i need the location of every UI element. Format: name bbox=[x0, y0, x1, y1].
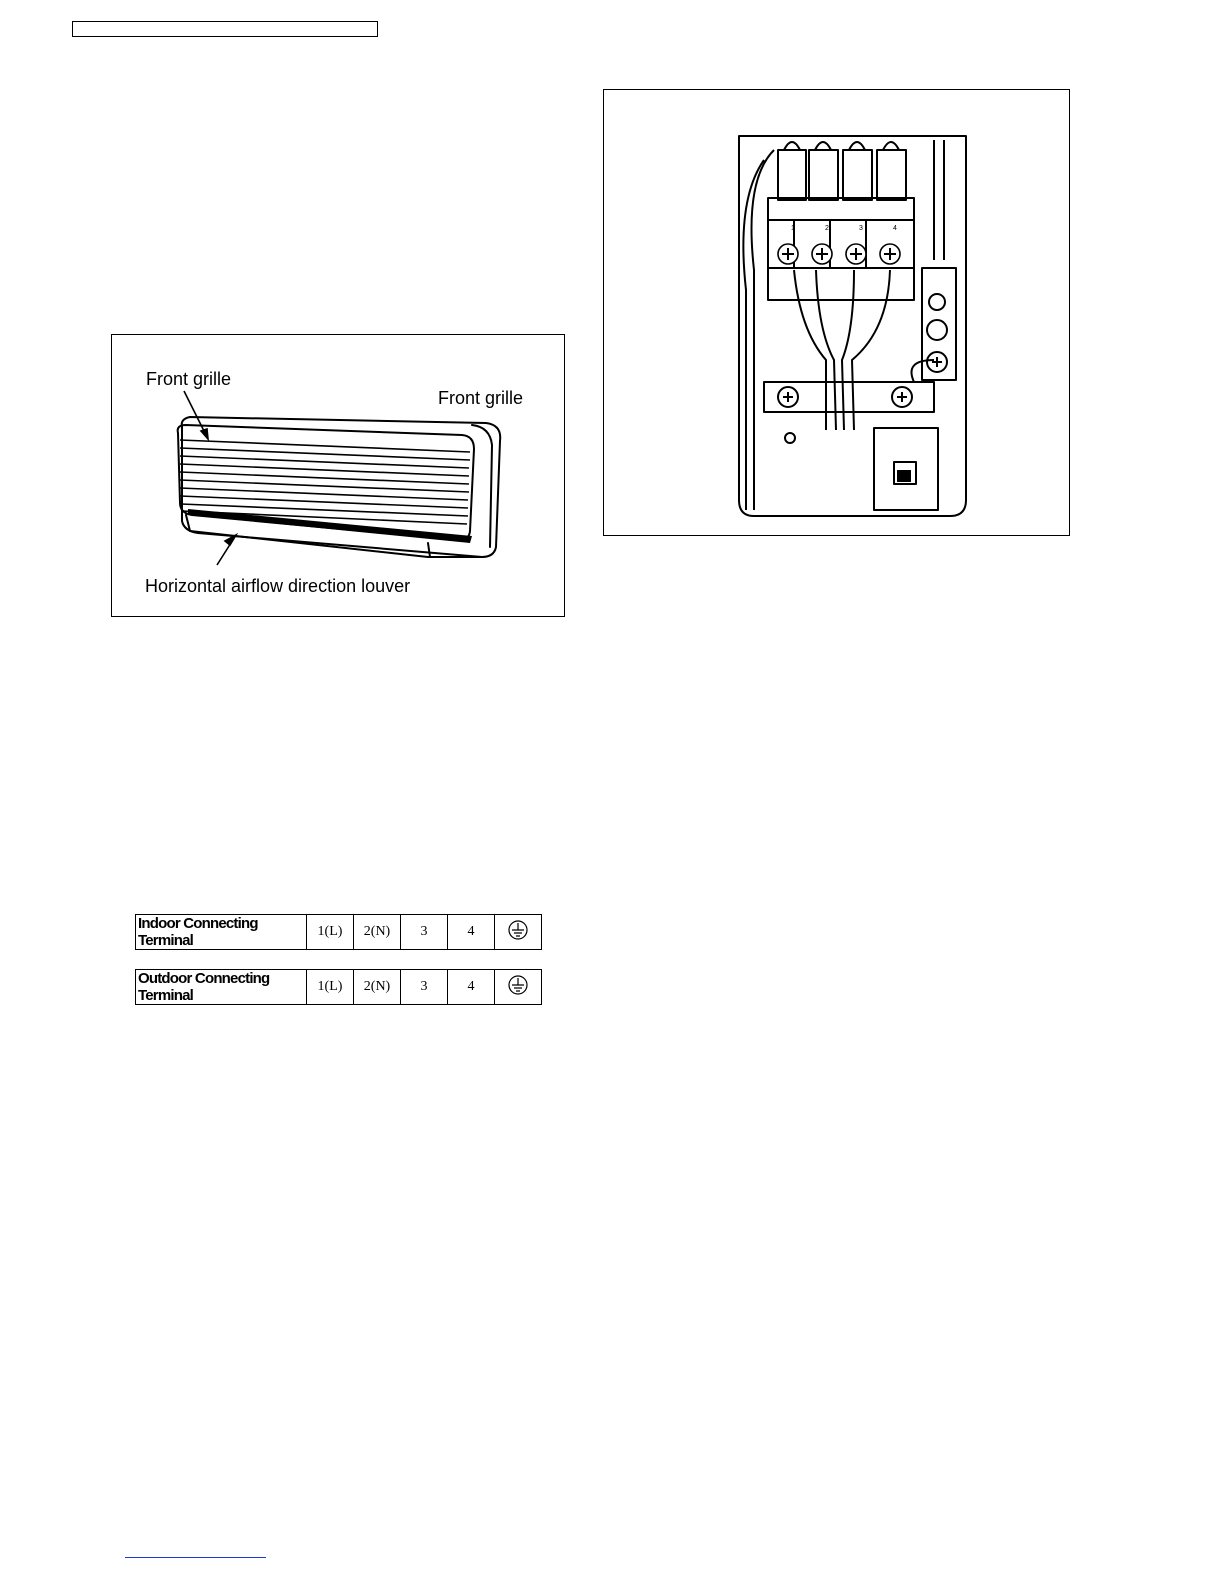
indoor-earth-cell bbox=[495, 915, 542, 950]
terminal-board-drawing bbox=[604, 90, 1069, 535]
footer-link-underline[interactable] bbox=[125, 1557, 266, 1558]
terminal-number-4: 4 bbox=[893, 225, 897, 232]
outdoor-terminal-2: 2(N) bbox=[354, 970, 401, 1005]
table-row bbox=[136, 970, 542, 1005]
indoor-terminal-1: 1(L) bbox=[307, 915, 354, 950]
earth-ground-icon bbox=[507, 974, 529, 996]
indoor-terminal-4: 4 bbox=[448, 915, 495, 950]
table-row bbox=[136, 915, 542, 950]
indoor-unit-figure bbox=[111, 334, 565, 617]
header-box bbox=[72, 21, 378, 37]
terminal-board-figure bbox=[603, 89, 1070, 536]
outdoor-terminal-1: 1(L) bbox=[307, 970, 354, 1005]
front-grille-label-left: Front grille bbox=[146, 369, 232, 389]
earth-ground-icon bbox=[507, 919, 529, 941]
louver-label: Horizontal airflow direction louver bbox=[145, 576, 411, 596]
indoor-terminal-label: Indoor Connecting Terminal bbox=[136, 915, 307, 950]
front-grille-label-right: Front grille bbox=[438, 388, 524, 408]
indoor-terminal-table bbox=[135, 914, 542, 950]
outdoor-earth-cell bbox=[495, 970, 542, 1005]
terminal-number-3: 3 bbox=[859, 225, 863, 232]
indoor-terminal-2: 2(N) bbox=[354, 915, 401, 950]
outdoor-terminal-label: Outdoor Connecting Terminal bbox=[136, 970, 307, 1005]
indoor-terminal-3: 3 bbox=[401, 915, 448, 950]
terminal-number-1: 1 bbox=[791, 225, 795, 232]
terminal-number-2: 2 bbox=[825, 225, 829, 232]
outdoor-terminal-3: 3 bbox=[401, 970, 448, 1005]
outdoor-terminal-table bbox=[135, 969, 542, 1005]
outdoor-terminal-4: 4 bbox=[448, 970, 495, 1005]
